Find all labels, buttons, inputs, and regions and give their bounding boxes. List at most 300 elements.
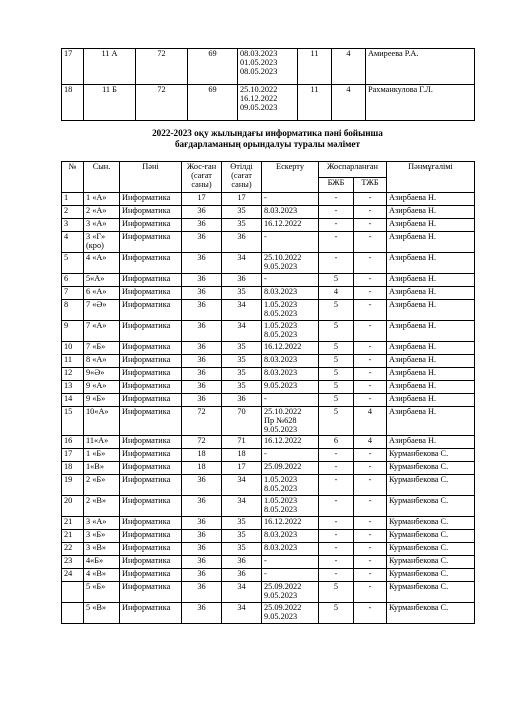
- note-cell: -: [262, 556, 319, 569]
- total-hours-cell: 36: [182, 556, 222, 569]
- subject-cell: Информатика: [120, 274, 182, 287]
- teacher-cell: Азирбаева Н.: [387, 253, 475, 274]
- teacher-cell: Курманбекова С.: [387, 543, 475, 556]
- document-title: [61, 128, 474, 150]
- bjb-cell: -: [319, 517, 354, 530]
- header-total-hours: Жос-ған (сағат саны): [182, 162, 222, 193]
- bjb-cell: 5: [319, 300, 354, 321]
- teacher-cell: Азирбаева Н.: [387, 193, 475, 206]
- table-row: [62, 342, 475, 355]
- bjb-cell: 5: [319, 407, 354, 436]
- done-hours-cell: 36: [222, 274, 262, 287]
- header-bjb: БЖБ: [319, 178, 354, 193]
- row-number: [62, 582, 84, 603]
- note-cell: 1.05.2023 8.05.2023: [262, 475, 319, 496]
- table-row: [62, 543, 475, 556]
- teacher-cell: Курманбекова С.: [387, 569, 475, 582]
- teacher-cell: Курманбекова С.: [387, 475, 475, 496]
- total-hours-cell: 36: [182, 368, 222, 381]
- teacher-cell: Курманбекова С.: [387, 462, 475, 475]
- subject-cell: Информатика: [120, 287, 182, 300]
- tjb-cell: -: [354, 569, 387, 582]
- tjb-cell: -: [354, 321, 387, 342]
- subject-cell: Информатика: [120, 381, 182, 394]
- tjb-cell: -: [354, 253, 387, 274]
- subject-cell: Информатика: [120, 219, 182, 232]
- class-cell: 3 «А»: [84, 219, 120, 232]
- table-row: [62, 287, 475, 300]
- total-hours-cell: 36: [182, 287, 222, 300]
- teacher-cell: Рахманкулова Г.Л.: [366, 85, 475, 121]
- total-hours-cell: 36: [182, 232, 222, 253]
- note-cell: 16.12.2022: [262, 342, 319, 355]
- total-hours-cell: 36: [182, 355, 222, 368]
- teacher-cell: Азирбаева Н.: [387, 407, 475, 436]
- bjb-cell: -: [319, 193, 354, 206]
- row-number: 12: [62, 368, 84, 381]
- class-cell: 3 «А»: [84, 517, 120, 530]
- program-execution-table: [61, 161, 475, 624]
- total-hours-cell: 36: [182, 530, 222, 543]
- subject-cell: Информатика: [120, 582, 182, 603]
- teacher-cell: Азирбаева Н.: [387, 394, 475, 407]
- total-hours-cell: 72: [136, 85, 188, 121]
- row-number: 2: [62, 206, 84, 219]
- row-number: 5: [62, 253, 84, 274]
- teacher-cell: Курманбекова С.: [387, 496, 475, 517]
- table-row: [62, 253, 475, 274]
- done-hours-cell: 34: [222, 603, 262, 624]
- class-cell: 1 «Б»: [84, 449, 120, 462]
- table-row: [62, 206, 475, 219]
- note-cell: 16.12.2022: [262, 436, 319, 449]
- table-row: [62, 569, 475, 582]
- done-hours-cell: 34: [222, 253, 262, 274]
- class-cell: 2 «Б»: [84, 475, 120, 496]
- teacher-cell: Курманбекова С.: [387, 603, 475, 624]
- tjb-cell: -: [354, 193, 387, 206]
- subject-cell: Информатика: [120, 530, 182, 543]
- tjb-cell: -: [354, 475, 387, 496]
- table-row: [62, 582, 475, 603]
- row-number: 6: [62, 274, 84, 287]
- row-number: 16: [62, 436, 84, 449]
- subject-cell: Информатика: [120, 368, 182, 381]
- tjb-cell: -: [354, 462, 387, 475]
- total-hours-cell: 72: [182, 407, 222, 436]
- total-hours-cell: 36: [182, 603, 222, 624]
- table-row: [62, 462, 475, 475]
- class-cell: 9 «А»: [84, 381, 120, 394]
- done-hours-cell: 34: [222, 300, 262, 321]
- done-hours-cell: 35: [222, 287, 262, 300]
- table-row: [62, 85, 475, 121]
- tjb-cell: -: [354, 219, 387, 232]
- subject-cell: Информатика: [120, 603, 182, 624]
- table-row: [62, 368, 475, 381]
- subject-cell: Информатика: [120, 569, 182, 582]
- tjb-cell: -: [354, 368, 387, 381]
- total-hours-cell: 36: [182, 475, 222, 496]
- row-number: 24: [62, 569, 84, 582]
- class-cell: 3 «Б»: [84, 530, 120, 543]
- class-cell: 4«Б»: [84, 556, 120, 569]
- done-hours-cell: 35: [222, 206, 262, 219]
- title-line-1: 2022-2023 оқу жылындағы информатика пәні бойынша: [152, 128, 383, 138]
- bjb-cell: 5: [319, 582, 354, 603]
- table-row: [62, 496, 475, 517]
- note-cell: -: [262, 449, 319, 462]
- note-cell: 25.09.2022 9.05.2023: [262, 582, 319, 603]
- subject-cell: Информатика: [120, 496, 182, 517]
- done-hours-cell: 70: [222, 407, 262, 436]
- header-subject: Пәні: [120, 162, 182, 193]
- row-number: 8: [62, 300, 84, 321]
- dates-cell: 08.03.2023 01.05.2023 08.05.2023: [238, 49, 298, 85]
- total-hours-cell: 18: [182, 462, 222, 475]
- row-number: 19: [62, 475, 84, 496]
- bjb-cell: 5: [319, 274, 354, 287]
- teacher-cell: Курманбекова С.: [387, 556, 475, 569]
- class-cell: 7 «Б»: [84, 342, 120, 355]
- teacher-cell: Курманбекова С.: [387, 582, 475, 603]
- table-row: [62, 300, 475, 321]
- done-hours-cell: 35: [222, 517, 262, 530]
- planned-bjb-cell: 11: [298, 85, 332, 121]
- teacher-cell: Азирбаева Н.: [387, 300, 475, 321]
- done-hours-cell: 36: [222, 232, 262, 253]
- done-hours-cell: 34: [222, 321, 262, 342]
- teacher-cell: Азирбаева Н.: [387, 274, 475, 287]
- bjb-cell: 5: [319, 394, 354, 407]
- tjb-cell: -: [354, 232, 387, 253]
- done-hours-cell: 36: [222, 556, 262, 569]
- bjb-cell: -: [319, 543, 354, 556]
- done-hours-cell: 69: [188, 49, 238, 85]
- tjb-cell: -: [354, 517, 387, 530]
- tjb-cell: -: [354, 496, 387, 517]
- row-number: 21: [62, 530, 84, 543]
- tjb-cell: -: [354, 556, 387, 569]
- subject-cell: Информатика: [120, 206, 182, 219]
- subject-cell: Информатика: [120, 449, 182, 462]
- class-cell: 10«А»: [84, 407, 120, 436]
- tjb-cell: -: [354, 449, 387, 462]
- continued-table: [61, 48, 475, 121]
- done-hours-cell: 71: [222, 436, 262, 449]
- row-number: 17: [62, 49, 84, 85]
- note-cell: 8.03.2023: [262, 206, 319, 219]
- class-cell: 4 «В»: [84, 569, 120, 582]
- done-hours-cell: 34: [222, 582, 262, 603]
- bjb-cell: 6: [319, 436, 354, 449]
- bjb-cell: 5: [319, 321, 354, 342]
- bjb-cell: -: [319, 232, 354, 253]
- class-cell: 9 «Б»: [84, 394, 120, 407]
- bjb-cell: 5: [319, 603, 354, 624]
- row-number: 10: [62, 342, 84, 355]
- bjb-cell: 5: [319, 368, 354, 381]
- done-hours-cell: 36: [222, 569, 262, 582]
- note-cell: 16.12.2022: [262, 219, 319, 232]
- subject-cell: Информатика: [120, 556, 182, 569]
- teacher-cell: Азирбаева Н.: [387, 206, 475, 219]
- class-cell: 6 «А»: [84, 287, 120, 300]
- subject-cell: Информатика: [120, 436, 182, 449]
- row-number: 13: [62, 381, 84, 394]
- class-cell: 1 «А»: [84, 193, 120, 206]
- note-cell: -: [262, 274, 319, 287]
- row-number: 23: [62, 556, 84, 569]
- bjb-cell: -: [319, 496, 354, 517]
- done-hours-cell: 34: [222, 475, 262, 496]
- done-hours-cell: 35: [222, 381, 262, 394]
- subject-cell: Информатика: [120, 355, 182, 368]
- row-number: 7: [62, 287, 84, 300]
- row-number: 18: [62, 85, 84, 121]
- done-hours-cell: 35: [222, 368, 262, 381]
- row-number: [62, 603, 84, 624]
- note-cell: 25.10.2022 Пр №628 9.05.2023: [262, 407, 319, 436]
- class-cell: 3 «Г» (кро): [84, 232, 120, 253]
- teacher-cell: Курманбекова С.: [387, 517, 475, 530]
- note-cell: 8.03.2023: [262, 543, 319, 556]
- table-row: [62, 381, 475, 394]
- tjb-cell: -: [354, 394, 387, 407]
- total-hours-cell: 36: [182, 381, 222, 394]
- table-row: [62, 321, 475, 342]
- teacher-cell: Азирбаева Н.: [387, 232, 475, 253]
- header-note: Ескерту: [262, 162, 319, 193]
- note-cell: 9.05.2023: [262, 381, 319, 394]
- row-number: 17: [62, 449, 84, 462]
- total-hours-cell: 36: [182, 342, 222, 355]
- subject-cell: Информатика: [120, 462, 182, 475]
- note-cell: -: [262, 232, 319, 253]
- done-hours-cell: 69: [188, 85, 238, 121]
- subject-cell: Информатика: [120, 342, 182, 355]
- class-cell: 5 «В»: [84, 603, 120, 624]
- done-hours-cell: 35: [222, 342, 262, 355]
- tjb-cell: -: [354, 206, 387, 219]
- planned-tjb-cell: 4: [332, 85, 366, 121]
- row-number: 18: [62, 462, 84, 475]
- tjb-cell: -: [354, 530, 387, 543]
- class-cell: 11 Б: [84, 85, 136, 121]
- done-hours-cell: 35: [222, 543, 262, 556]
- subject-cell: Информатика: [120, 300, 182, 321]
- class-cell: 2 «В»: [84, 496, 120, 517]
- subject-cell: Информатика: [120, 407, 182, 436]
- note-cell: 8.03.2023: [262, 355, 319, 368]
- bjb-cell: -: [319, 462, 354, 475]
- tjb-cell: -: [354, 342, 387, 355]
- teacher-cell: Амиреева Р.А.: [366, 49, 475, 85]
- bjb-cell: -: [319, 206, 354, 219]
- total-hours-cell: 36: [182, 569, 222, 582]
- header-planned: Жоспарланған: [319, 162, 387, 178]
- total-hours-cell: 17: [182, 193, 222, 206]
- header-row: [62, 162, 475, 178]
- row-number: 15: [62, 407, 84, 436]
- bjb-cell: -: [319, 569, 354, 582]
- class-cell: 11 А: [84, 49, 136, 85]
- tjb-cell: -: [354, 287, 387, 300]
- class-cell: 8 «А»: [84, 355, 120, 368]
- subject-cell: Информатика: [120, 517, 182, 530]
- total-hours-cell: 36: [182, 321, 222, 342]
- table-row: [62, 394, 475, 407]
- row-number: 14: [62, 394, 84, 407]
- note-cell: 25.09.2022 9.05.2023: [262, 603, 319, 624]
- table-row: [62, 407, 475, 436]
- header-tjb: ТЖБ: [354, 178, 387, 193]
- bjb-cell: -: [319, 219, 354, 232]
- total-hours-cell: 72: [136, 49, 188, 85]
- row-number: 9: [62, 321, 84, 342]
- total-hours-cell: 36: [182, 274, 222, 287]
- class-cell: 9«Ә»: [84, 368, 120, 381]
- title-line-2: бағдарламаның орындалуы туралы мәлімет: [174, 139, 361, 149]
- note-cell: -: [262, 394, 319, 407]
- tjb-cell: -: [354, 381, 387, 394]
- class-cell: 7 «Ә»: [84, 300, 120, 321]
- note-cell: 1.05.2023 8.05.2023: [262, 496, 319, 517]
- total-hours-cell: 36: [182, 253, 222, 274]
- table-row: [62, 517, 475, 530]
- class-cell: 1«В»: [84, 462, 120, 475]
- teacher-cell: Азирбаева Н.: [387, 355, 475, 368]
- subject-cell: Информатика: [120, 321, 182, 342]
- class-cell: 2 «А»: [84, 206, 120, 219]
- table-row: [62, 274, 475, 287]
- total-hours-cell: 36: [182, 543, 222, 556]
- tjb-cell: 4: [354, 436, 387, 449]
- subject-cell: Информатика: [120, 394, 182, 407]
- row-number: 11: [62, 355, 84, 368]
- note-cell: 25.09.2022: [262, 462, 319, 475]
- row-number: 22: [62, 543, 84, 556]
- teacher-cell: Азирбаева Н.: [387, 287, 475, 300]
- teacher-cell: Курманбекова С.: [387, 530, 475, 543]
- header-num: №: [62, 162, 84, 193]
- subject-cell: Информатика: [120, 253, 182, 274]
- table-row: [62, 556, 475, 569]
- row-number: 4: [62, 232, 84, 253]
- planned-bjb-cell: 11: [298, 49, 332, 85]
- row-number: 1: [62, 193, 84, 206]
- table-row: [62, 436, 475, 449]
- note-cell: 8.03.2023: [262, 368, 319, 381]
- bjb-cell: -: [319, 449, 354, 462]
- bjb-cell: 5: [319, 381, 354, 394]
- tjb-cell: -: [354, 582, 387, 603]
- class-cell: 5«А»: [84, 274, 120, 287]
- class-cell: 4 «А»: [84, 253, 120, 274]
- done-hours-cell: 36: [222, 394, 262, 407]
- tjb-cell: -: [354, 543, 387, 556]
- subject-cell: Информатика: [120, 193, 182, 206]
- class-cell: 7 «А»: [84, 321, 120, 342]
- table-row: [62, 603, 475, 624]
- bjb-cell: 5: [319, 342, 354, 355]
- note-cell: -: [262, 569, 319, 582]
- done-hours-cell: 35: [222, 530, 262, 543]
- total-hours-cell: 36: [182, 300, 222, 321]
- total-hours-cell: 36: [182, 582, 222, 603]
- bjb-cell: 4: [319, 287, 354, 300]
- note-cell: 8.03.2023: [262, 287, 319, 300]
- subject-cell: Информатика: [120, 543, 182, 556]
- done-hours-cell: 35: [222, 355, 262, 368]
- bjb-cell: -: [319, 475, 354, 496]
- teacher-cell: Азирбаева Н.: [387, 321, 475, 342]
- note-cell: 8.03.2023: [262, 530, 319, 543]
- total-hours-cell: 72: [182, 436, 222, 449]
- row-number: 20: [62, 496, 84, 517]
- table-row: [62, 475, 475, 496]
- row-number: 21: [62, 517, 84, 530]
- row-number: 3: [62, 219, 84, 232]
- table-row: [62, 449, 475, 462]
- total-hours-cell: 36: [182, 219, 222, 232]
- header-done-hours: Өтілді (сағат саны): [222, 162, 262, 193]
- subject-cell: Информатика: [120, 232, 182, 253]
- table-row: [62, 355, 475, 368]
- class-cell: 5 «Б»: [84, 582, 120, 603]
- total-hours-cell: 36: [182, 517, 222, 530]
- tjb-cell: -: [354, 355, 387, 368]
- note-cell: 25.10.2022 9.05.2023: [262, 253, 319, 274]
- teacher-cell: Азирбаева Н.: [387, 436, 475, 449]
- class-cell: 11«А»: [84, 436, 120, 449]
- bjb-cell: -: [319, 556, 354, 569]
- table-row: [62, 530, 475, 543]
- done-hours-cell: 35: [222, 219, 262, 232]
- teacher-cell: Азирбаева Н.: [387, 342, 475, 355]
- table-row: [62, 232, 475, 253]
- teacher-cell: Азирбаева Н.: [387, 219, 475, 232]
- done-hours-cell: 34: [222, 496, 262, 517]
- header-teacher: Пәнмұғалімі: [387, 162, 475, 193]
- table-row: [62, 193, 475, 206]
- note-cell: 1.05.2023 8.05.2023: [262, 321, 319, 342]
- total-hours-cell: 18: [182, 449, 222, 462]
- tjb-cell: -: [354, 603, 387, 624]
- done-hours-cell: 18: [222, 449, 262, 462]
- total-hours-cell: 36: [182, 496, 222, 517]
- class-cell: 3 «В»: [84, 543, 120, 556]
- total-hours-cell: 36: [182, 394, 222, 407]
- tjb-cell: -: [354, 300, 387, 321]
- tjb-cell: 4: [354, 407, 387, 436]
- note-cell: 1.05.2023 8.05.2023: [262, 300, 319, 321]
- done-hours-cell: 17: [222, 462, 262, 475]
- planned-tjb-cell: 4: [332, 49, 366, 85]
- bjb-cell: -: [319, 530, 354, 543]
- note-cell: -: [262, 193, 319, 206]
- table-row: [62, 219, 475, 232]
- teacher-cell: Курманбекова С.: [387, 449, 475, 462]
- table-row: [62, 49, 475, 85]
- teacher-cell: Азирбаева Н.: [387, 381, 475, 394]
- note-cell: 16.12.2022: [262, 517, 319, 530]
- teacher-cell: Азирбаева Н.: [387, 368, 475, 381]
- dates-cell: 25.10.2022 16.12.2022 09.05.2023: [238, 85, 298, 121]
- total-hours-cell: 36: [182, 206, 222, 219]
- done-hours-cell: 17: [222, 193, 262, 206]
- bjb-cell: -: [319, 253, 354, 274]
